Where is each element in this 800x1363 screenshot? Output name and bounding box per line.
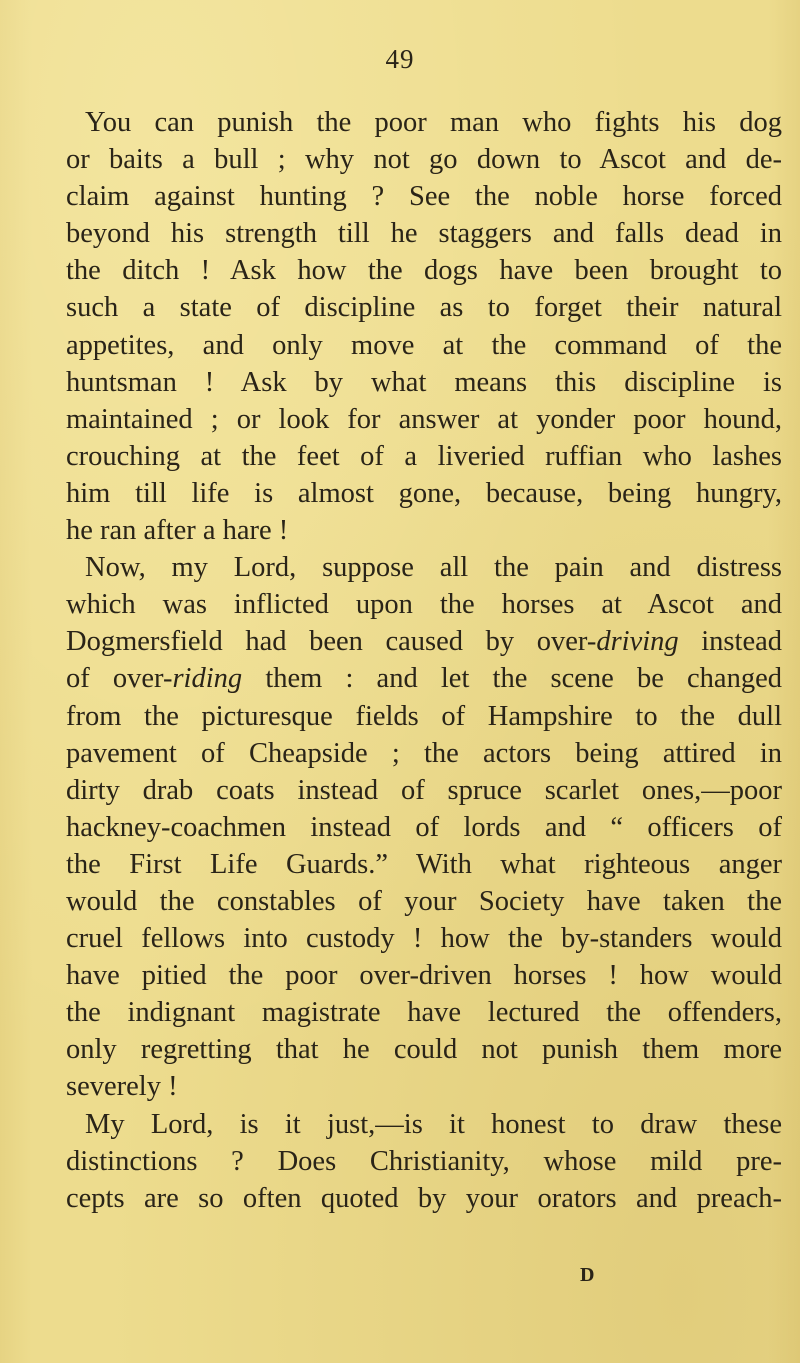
text-line: which was inflicted upon the horses at Ascot and bbox=[66, 589, 782, 621]
text-line: pavement of Cheapside ; the actors being attired in bbox=[66, 737, 782, 769]
text-line: the First Life Guards.” With what righteous anger bbox=[66, 848, 782, 880]
text-line: the ditch ! Ask how the dogs have been brought to bbox=[66, 255, 782, 287]
text-line: the indignant magistrate have lectured the offenders, bbox=[66, 997, 782, 1029]
text-line: severely ! bbox=[66, 1071, 178, 1103]
text-line: or baits a bull ; why not go down to Ascot and de- bbox=[66, 144, 782, 176]
text-line: You can punish the poor man who fights his dog bbox=[85, 107, 782, 138]
text-line-part: them : and let the scene be changed bbox=[242, 663, 782, 695]
text-line-part: of over- bbox=[66, 663, 173, 695]
text-line: have pitied the poor over-driven horses ! how would bbox=[66, 960, 782, 992]
text-line: would the constables of your Society have taken the bbox=[66, 885, 782, 917]
text-line: cepts are so often quoted by your orators and preach- bbox=[66, 1182, 782, 1214]
text-line: hackney-coachmen instead of lords and “ officers of bbox=[66, 811, 782, 843]
text-line: dirty drab coats instead of spruce scarlet ones,—poor bbox=[66, 774, 782, 806]
text-line: him till life is almost gone, because, being hungry, bbox=[66, 477, 782, 509]
text-line: such a state of discipline as to forget their natural bbox=[66, 292, 782, 324]
text-line: from the picturesque fields of Hampshire to the dull bbox=[66, 700, 782, 732]
text-line: beyond his strength till he staggers and falls dead in bbox=[66, 218, 782, 250]
signature-mark: D bbox=[580, 1264, 596, 1286]
text-line: appetites, and only move at the command of the bbox=[66, 329, 782, 361]
italic-word: riding bbox=[172, 663, 243, 695]
text-line-part: instead bbox=[678, 626, 782, 658]
text-line: maintained ; or look for answer at yonder poor hound, bbox=[66, 403, 782, 435]
italic-word: driving bbox=[596, 626, 679, 658]
text-line bbox=[66, 660, 782, 697]
text-line: distinctions ? Does Christianity, whose mild pre- bbox=[66, 1145, 782, 1177]
text-line: Now, my Lord, suppose all the pain and distress bbox=[85, 552, 782, 584]
text-line: cruel fellows into custody ! how the by-standers would bbox=[66, 923, 782, 955]
text-line: claim against hunting ? See the noble horse forced bbox=[66, 181, 782, 213]
page-number: 49 bbox=[385, 44, 415, 74]
body-text bbox=[66, 104, 782, 1217]
text-line: My Lord, is it just,—is it honest to draw these bbox=[85, 1108, 782, 1140]
text-line: huntsman ! Ask by what means this discipline is bbox=[66, 366, 782, 398]
text-line: only regretting that he could not punish them more bbox=[66, 1034, 782, 1066]
text-line: crouching at the feet of a liveried ruffian who lashes bbox=[66, 440, 782, 472]
text-line bbox=[66, 623, 782, 660]
text-line: he ran after a hare ! bbox=[66, 515, 289, 547]
text-line-part: Dogmersfield had been caused by over- bbox=[66, 626, 597, 658]
